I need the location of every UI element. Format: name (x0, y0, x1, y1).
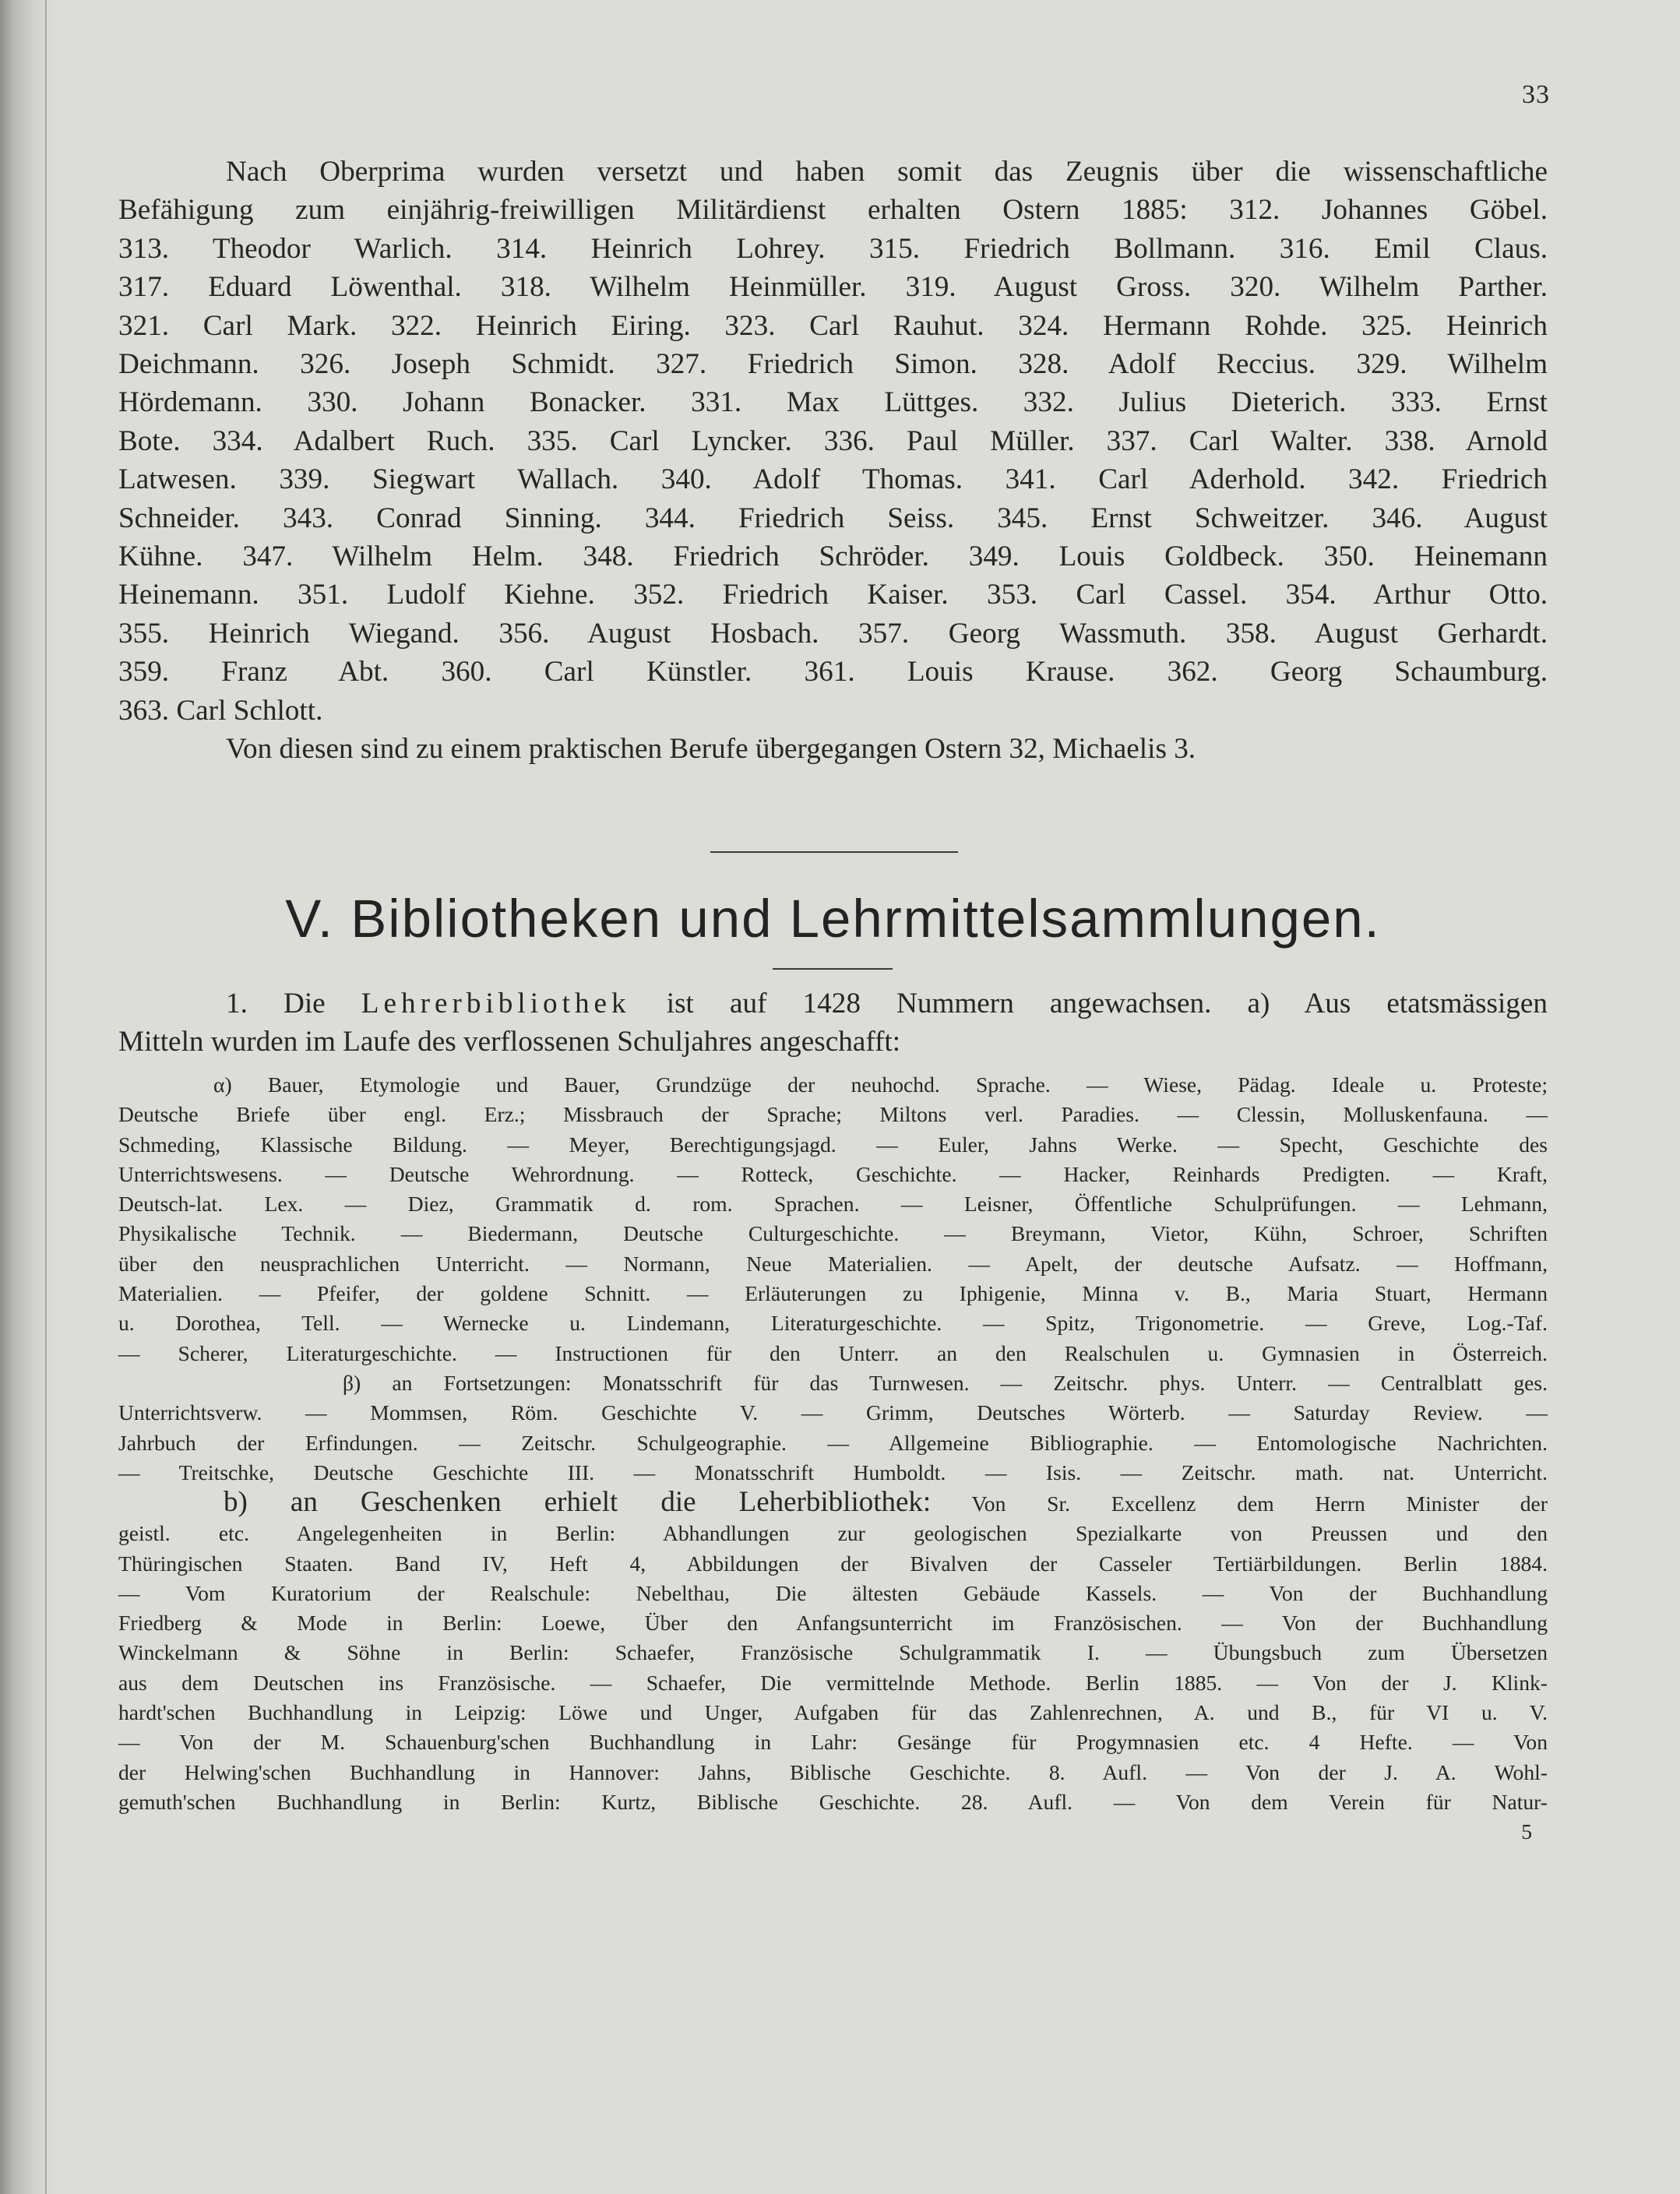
career-note: Von diesen sind zu einem praktischen Berufe übergegangen Ostern 32, Michaelis 3. (226, 733, 1196, 766)
section-divider-bottom (773, 968, 893, 970)
library-intro-rest: ist auf 1428 Nummern angewachsen. a) Aus etatsmässigen (630, 988, 1548, 1020)
section-title: V. Bibliotheken und Lehrmittelsammlungen. (285, 889, 1381, 949)
text-line: 363. Carl Schlott. (118, 694, 323, 727)
gifts-heading: b) an Geschenken erhielt die Leherbibliothek: (224, 1486, 932, 1518)
text-line: Materialien. — Pfeifer, der goldene Schnitt. — Erläuterungen zu Iphigenie, Minna v. B., Maria Stuart, Hermann (118, 1281, 1548, 1306)
library-intro-prefix: 1. Die (226, 988, 361, 1020)
text-line: Deutsche Briefe über engl. Erz.; Missbrauch der Sprache; Miltons verl. Paradies. — Clessin, Molluskenfauna. — (118, 1102, 1548, 1127)
text-line: 317. Eduard Löwenthal. 318. Wilhelm Heinmüller. 319. August Gross. 320. Wilhelm Parther. (118, 271, 1548, 304)
text-line: Thüringischen Staaten. Band IV, Heft 4, Abbildungen der Bivalven der Casseler Tertiärbildungen. Berlin 1884. (118, 1551, 1548, 1576)
text-line: gemuth'schen Buchhandlung in Berlin: Kurtz, Biblische Geschichte. 28. Aufl. — Von dem Verein für Natur- (118, 1789, 1548, 1814)
text-line: geistl. etc. Angelegenheiten in Berlin: Abhandlungen zur geologischen Spezialkarte von Preussen und den (118, 1521, 1548, 1546)
page-number: 33 (1522, 80, 1550, 109)
library-intro-spaced: Lehrerbibliothek (361, 988, 631, 1020)
text-line: Nach Oberprima wurden versetzt und haben somit das Zeugnis über die wissenschaftliche (226, 156, 1548, 188)
text-line: 359. Franz Abt. 360. Carl Künstler. 361. Louis Krause. 362. Georg Schaumburg. (118, 656, 1548, 688)
text-line: Schmeding, Klassische Bildung. — Meyer, Berechtigungsjagd. — Euler, Jahns Werke. — Specht, Geschichte des (118, 1132, 1548, 1157)
text-line: Kühne. 347. Wilhelm Helm. 348. Friedrich Schröder. 349. Louis Goldbeck. 350. Heinemann (118, 541, 1548, 573)
library-intro-line (118, 984, 1548, 1023)
text-line: — Scherer, Literaturgeschichte. — Instructionen für den Unterr. an den Realschulen u. Gymnasien in Österreich. (118, 1340, 1548, 1365)
text-line: — Vom Kuratorium der Realschule: Nebelthau, Die ältesten Gebäude Kassels. — Von der Buchhandlung (118, 1580, 1548, 1605)
text-line: der Helwing'schen Buchhandlung in Hannover: Jahns, Biblische Geschichte. 8. Aufl. — Von der J. A. Wohl- (118, 1759, 1548, 1784)
text-line: Mitteln wurden im Laufe des verflossenen Schuljahres angeschafft: (118, 1026, 901, 1058)
text-line: über den neusprachlichen Unterricht. — Normann, Neue Materialien. — Apelt, der deutsche Aufsatz. — Hoffmann, (118, 1251, 1548, 1276)
text-line: Unterrichtswesens. — Deutsche Wehrordnung. — Rotteck, Geschichte. — Hacker, Reinhards Predigten. — Kraft, (118, 1161, 1548, 1186)
text-line: Deichmann. 326. Joseph Schmidt. 327. Friedrich Simon. 328. Adolf Reccius. 329. Wilhelm (118, 348, 1548, 381)
text-line: Hördemann. 330. Johann Bonacker. 331. Max Lüttges. 332. Julius Dieterich. 333. Ernst (118, 386, 1548, 419)
text-line: Von Sr. Excellenz dem Herrn Minister der (971, 1491, 1548, 1516)
text-line: — Treitschke, Deutsche Geschichte III. — Monatsschrift Humboldt. — Isis. — Zeitschr. math. nat. Unterricht. (118, 1460, 1548, 1484)
text-line: Schneider. 343. Conrad Sinning. 344. Friedrich Seiss. 345. Ernst Schweitzer. 346. August (118, 502, 1548, 534)
promotion-paragraph (118, 153, 1548, 769)
text-line: Heinemann. 351. Ludolf Kiehne. 352. Friedrich Kaiser. 353. Carl Cassel. 354. Arthur Otto. (118, 579, 1548, 611)
text-line: hardt'schen Buchhandlung in Leipzig: Löwe und Unger, Aufgaben für das Zahlenrechnen, A. und B., für VI u. V. (118, 1700, 1548, 1725)
text-line: 321. Carl Mark. 322. Heinrich Eiring. 323. Carl Rauhut. 324. Hermann Rohde. 325. Heinrich (118, 309, 1548, 342)
footer-signature: 5 (1521, 1819, 1532, 1844)
text-line: aus dem Deutschen ins Französische. — Schaefer, Die vermittelnde Methode. Berlin 1885. — Von der J. Klink- (118, 1670, 1548, 1695)
text-line: Bote. 334. Adalbert Ruch. 335. Carl Lyncker. 336. Paul Müller. 337. Carl Walter. 338. Arnold (118, 424, 1548, 457)
scan-binding-line (45, 0, 47, 2194)
text-line: β) an Fortsetzungen: Monatsschrift für das Turnwesen. — Zeitschr. phys. Unterr. — Centralblatt ges. (343, 1371, 1548, 1395)
library-intro (118, 984, 1548, 1062)
text-line: Deutsch-lat. Lex. — Diez, Grammatik d. rom. Sprachen. — Leisner, Öffentliche Schulprüfungen. — Lehmann, (118, 1192, 1548, 1217)
text-line: Unterrichtsverw. — Mommsen, Röm. Geschichte V. — Grimm, Deutsches Wörterb. — Saturday Review. — (118, 1400, 1548, 1425)
text-line: α) Bauer, Etymologie und Bauer, Grundzüge der neuhochd. Sprache. — Wiese, Pädag. Ideale u. Proteste; (213, 1072, 1548, 1097)
text-line: u. Dorothea, Tell. — Wernecke u. Lindemann, Literaturgeschichte. — Spitz, Trigonometrie. — Greve, Log.-Taf. (118, 1311, 1548, 1336)
text-line: Latwesen. 339. Siegwart Wallach. 340. Adolf Thomas. 341. Carl Aderhold. 342. Friedrich (118, 463, 1548, 496)
text-line: 313. Theodor Warlich. 314. Heinrich Lohrey. 315. Friedrich Bollmann. 316. Emil Claus. (118, 232, 1548, 265)
acquisitions-alpha (118, 1070, 1548, 1368)
text-line: Jahrbuch der Erfindungen. — Zeitschr. Schulgeographie. — Allgemeine Bibliographie. — Entomologische Nachrichten. (118, 1430, 1548, 1455)
section-divider-top (710, 851, 958, 853)
text-line: Physikalische Technik. — Biedermann, Deutsche Culturgeschichte. — Breymann, Vietor, Kühn, Schroer, Schriften (118, 1221, 1548, 1246)
acquisitions-beta (118, 1368, 1548, 1488)
text-line: Befähigung zum einjährig-freiwilligen Militärdienst erhalten Ostern 1885: 312. Johannes Göbel. (118, 194, 1548, 227)
gifts-paragraph (118, 1488, 1548, 1847)
text-line: Friedberg & Mode in Berlin: Loewe, Über den Anfangsunterricht im Französischen. — Von der Buchhandlung (118, 1611, 1548, 1636)
text-line: 355. Heinrich Wiegand. 356. August Hosbach. 357. Georg Wassmuth. 358. August Gerhardt. (118, 617, 1548, 650)
gifts-first-line (118, 1488, 1548, 1519)
text-line: — Von der M. Schauenburg'schen Buchhandlung in Lahr: Gesänge für Progymnasien etc. 4 Hefte. — Von (118, 1730, 1548, 1755)
text-line: Winckelmann & Söhne in Berlin: Schaefer, Französische Schulgrammatik I. — Übungsbuch zum Übersetzen (118, 1640, 1548, 1665)
